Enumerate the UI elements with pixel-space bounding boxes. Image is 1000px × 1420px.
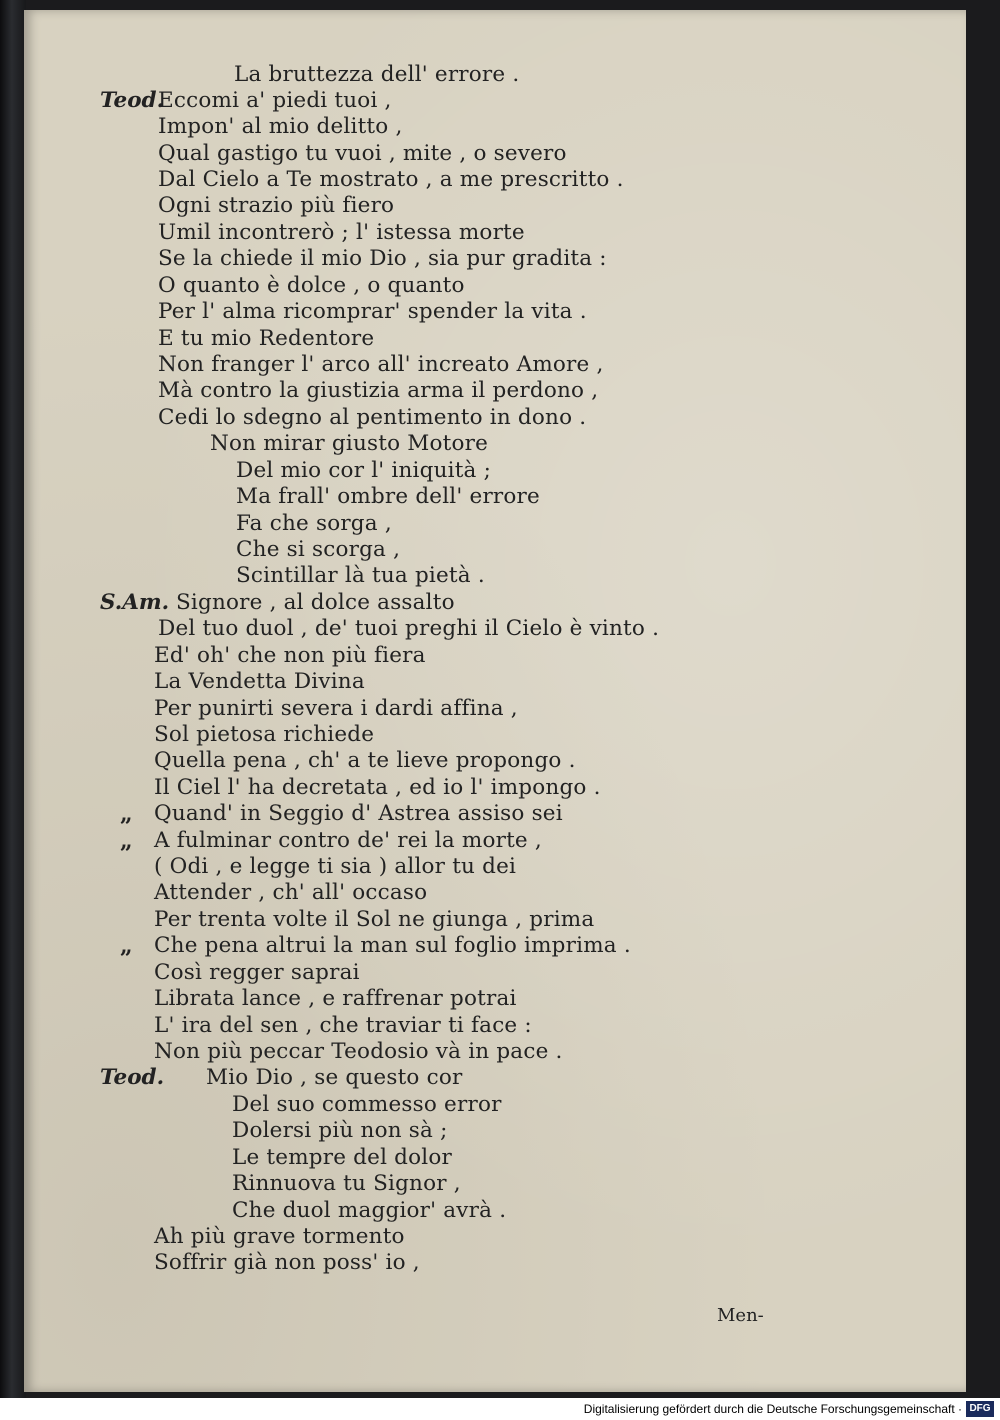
book-binding bbox=[0, 0, 26, 1398]
text-line: O quanto è dolce , o quanto bbox=[158, 273, 465, 298]
quotation-mark: „ bbox=[120, 801, 133, 827]
funding-notice: Digitalisierung gefördert durch die Deutsche Forschungsgemeinschaft · bbox=[583, 1402, 962, 1416]
text-line: Del tuo duol , de' tuoi preghi il Cielo è vinto . bbox=[158, 616, 660, 641]
text-line: Ed' oh' che non più fiera bbox=[154, 643, 426, 668]
text-line: Non più peccar Teodosio và in pace . bbox=[154, 1039, 563, 1064]
speaker-label: S.Am. bbox=[100, 590, 170, 615]
aria-line: Non mirar giusto Motore bbox=[210, 431, 488, 456]
dfg-logo: DFG bbox=[966, 1401, 994, 1417]
aria-line: Fa che sorga , bbox=[236, 511, 392, 536]
text-line: La Vendetta Divina bbox=[154, 669, 365, 694]
aria-line: Ma frall' ombre dell' errore bbox=[236, 484, 540, 509]
aria-line: Rinnuova tu Signor , bbox=[232, 1171, 461, 1196]
text-line: Attender , ch' all' occaso bbox=[154, 880, 428, 905]
page-text bbox=[24, 10, 966, 1392]
text-line: Per punirti severa i dardi affina , bbox=[154, 696, 518, 721]
aria-line: Scintillar là tua pietà . bbox=[236, 563, 485, 588]
text-line: Che pena altrui la man sul foglio imprima . bbox=[154, 933, 631, 958]
text-line: Mà contro la giustizia arma il perdono , bbox=[158, 378, 599, 403]
footer-bar bbox=[0, 1398, 1000, 1420]
aria-line: Del mio cor l' iniquità ; bbox=[236, 458, 492, 483]
catchword: Men- bbox=[717, 1305, 764, 1326]
quotation-mark: „ bbox=[120, 828, 133, 854]
text-line: Così regger saprai bbox=[154, 960, 360, 985]
text-line: A fulminar contro de' rei la morte , bbox=[154, 828, 542, 853]
text-line: Quand' in Seggio d' Astrea assiso sei bbox=[154, 801, 563, 826]
text-line: Cedi lo sdegno al pentimento in dono . bbox=[158, 405, 587, 430]
text-line: Per trenta volte il Sol ne giunga , prima bbox=[154, 907, 595, 932]
book-page bbox=[24, 10, 966, 1392]
speaker-label: Teod. bbox=[100, 88, 165, 113]
text-line: Soffrir già non poss' io , bbox=[154, 1250, 420, 1275]
text-line: Eccomi a' piedi tuoi , bbox=[158, 88, 392, 113]
text-line: Non franger l' arco all' increato Amore , bbox=[158, 352, 604, 377]
text-line: Per l' alma ricomprar' spender la vita . bbox=[158, 299, 587, 324]
text-line: E tu mio Redentore bbox=[158, 326, 375, 351]
quotation-mark: „ bbox=[120, 933, 133, 959]
text-line: Il Ciel l' ha decretata , ed io l' impongo . bbox=[154, 775, 601, 800]
speaker-label: Teod. bbox=[100, 1065, 165, 1090]
text-line: Librata lance , e raffrenar potrai bbox=[154, 986, 517, 1011]
text-line: Impon' al mio delitto , bbox=[158, 114, 403, 139]
text-line: Ogni strazio più fiero bbox=[158, 193, 395, 218]
text-line: Umil incontrerò ; l' istessa morte bbox=[158, 220, 525, 245]
text-line: Sol pietosa richiede bbox=[154, 722, 375, 747]
text-line: L' ira del sen , che traviar ti face : bbox=[154, 1013, 532, 1038]
text-line: Se la chiede il mio Dio , sia pur gradita : bbox=[158, 246, 607, 271]
aria-line: Le tempre del dolor bbox=[232, 1145, 452, 1170]
aria-line: Che si scorga , bbox=[236, 537, 401, 562]
aria-line: Del suo commesso error bbox=[232, 1092, 502, 1117]
text-line: Quella pena , ch' a te lieve propongo . bbox=[154, 748, 576, 773]
aria-line: Che duol maggior' avrà . bbox=[232, 1198, 507, 1223]
text-line: Signore , al dolce assalto bbox=[176, 590, 455, 615]
text-line: Ah più grave tormento bbox=[154, 1224, 405, 1249]
aria-line: Dolersi più non sà ; bbox=[232, 1118, 448, 1143]
text-line: ( Odi , e legge ti sia ) allor tu dei bbox=[154, 854, 517, 879]
aria-line: Mio Dio , se questo cor bbox=[206, 1065, 463, 1090]
text-line: Qual gastigo tu vuoi , mite , o severo bbox=[158, 141, 567, 166]
text-line: Dal Cielo a Te mostrato , a me prescritto . bbox=[158, 167, 624, 192]
text-line: La bruttezza dell' errore . bbox=[234, 62, 520, 87]
